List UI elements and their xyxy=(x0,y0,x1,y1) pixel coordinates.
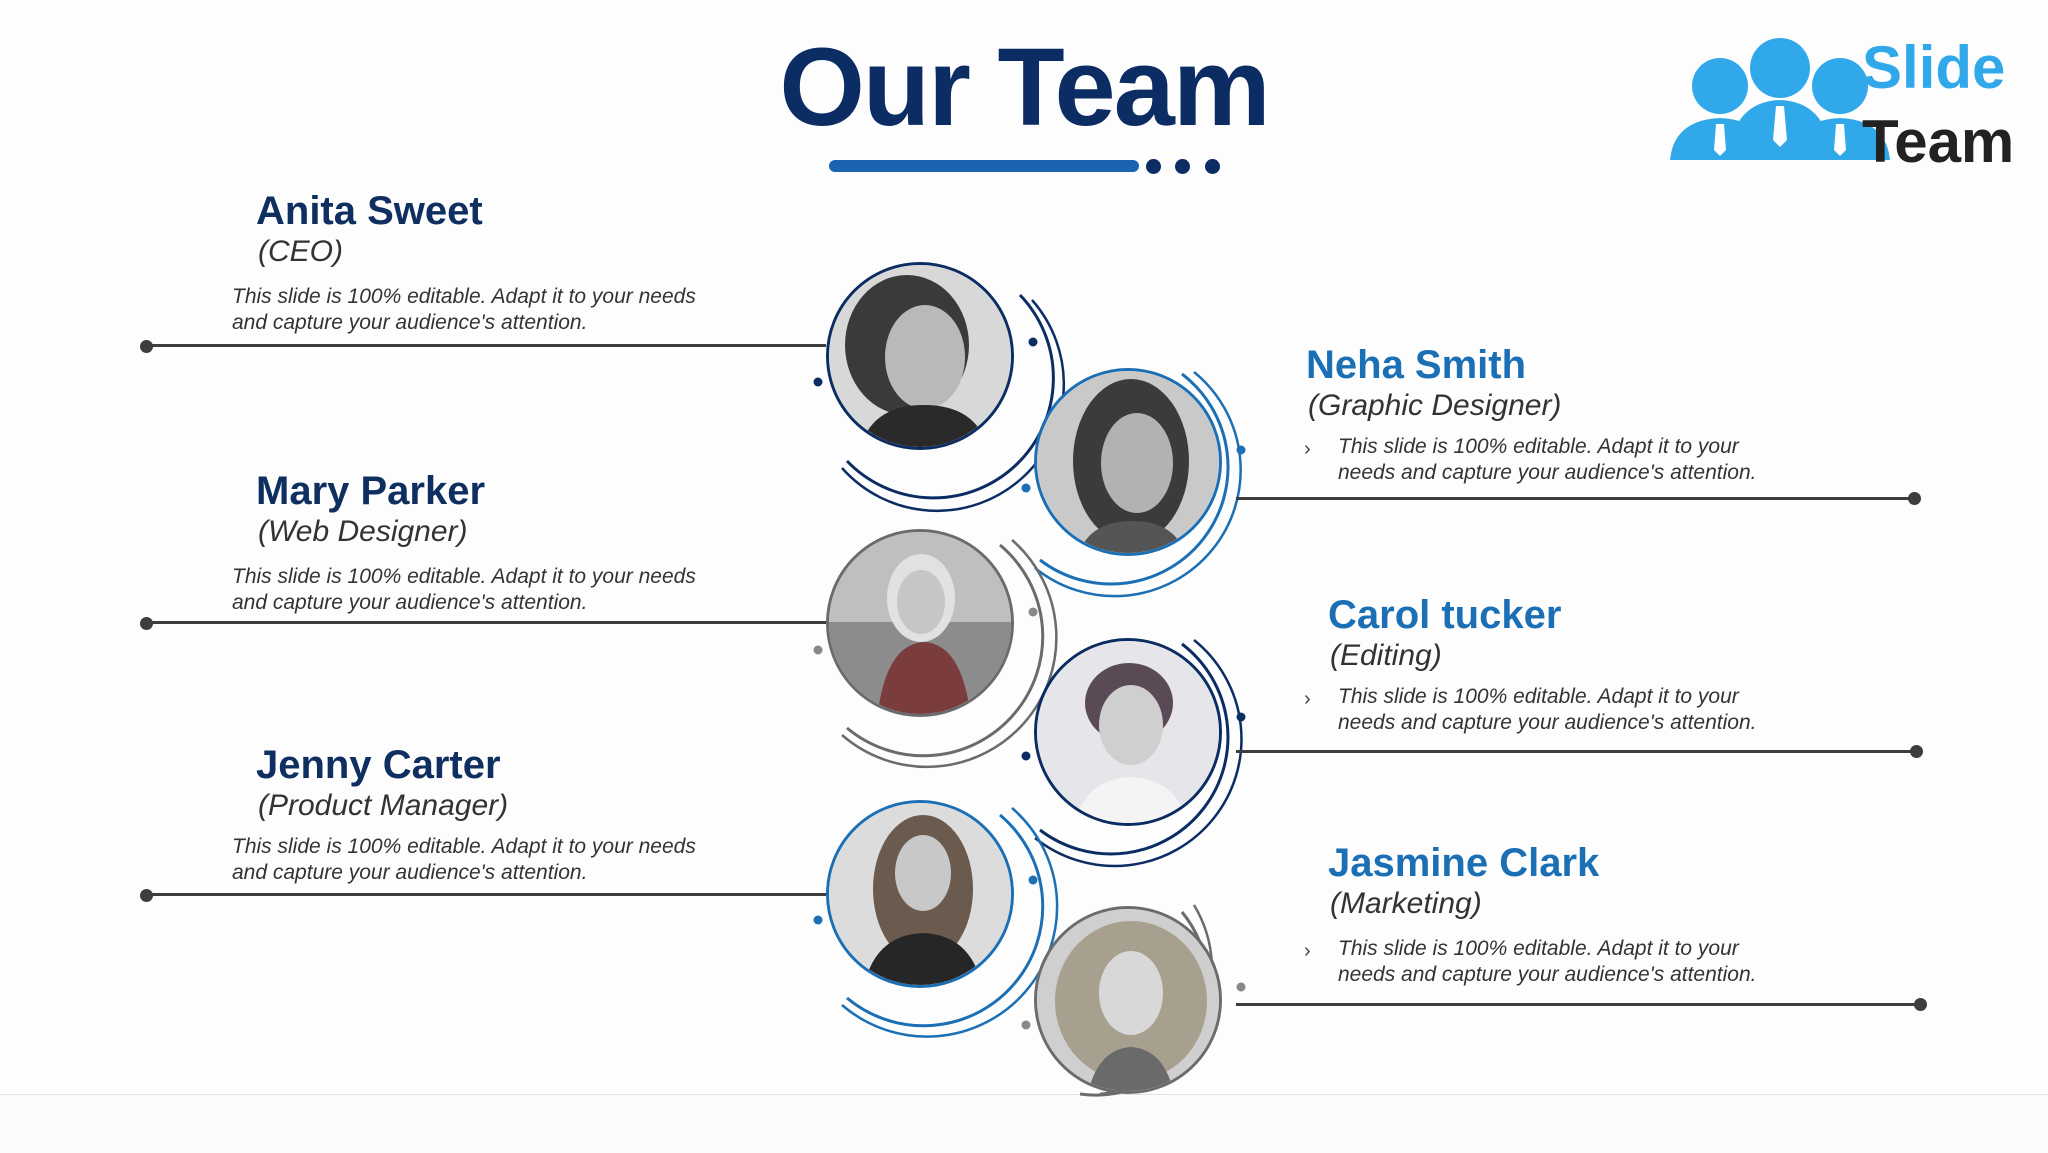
connector-line xyxy=(146,344,826,347)
member-description: This slide is 100% editable. Adapt it to your needs and capture your audience's attention. xyxy=(232,835,696,884)
connector-line xyxy=(1236,497,1912,500)
logo-text-team: Team xyxy=(1862,108,2015,175)
member-description: This slide is 100% editable. Adapt it to your needs and capture your audience's attention. xyxy=(1338,685,1757,734)
connector-dot xyxy=(1914,998,1927,1011)
connector-line xyxy=(1236,750,1916,753)
connector-line xyxy=(1236,1003,1920,1006)
member-role: (CEO) xyxy=(258,235,343,268)
woman-long-hair-photo xyxy=(826,800,1014,988)
member-description: This slide is 100% editable. Adapt it to your needs and capture your audience's attention. xyxy=(232,565,696,614)
bullet-chevron-icon: › xyxy=(1304,940,1311,962)
bullet-chevron-icon: › xyxy=(1304,688,1311,710)
connector-line xyxy=(146,621,826,624)
woman-short-hair-photo xyxy=(1034,638,1222,826)
connector-dot xyxy=(1910,745,1923,758)
member-role: (Graphic Designer) xyxy=(1308,389,1562,422)
page-title: Our Team xyxy=(779,26,1269,149)
woman-curly-hair-photo xyxy=(826,262,1014,450)
member-role: (Editing) xyxy=(1330,639,1442,672)
member-name: Jenny Carter xyxy=(256,743,501,787)
member-description: This slide is 100% editable. Adapt it to your needs and capture your audience's attention. xyxy=(232,285,696,334)
bullet-chevron-icon: › xyxy=(1304,438,1311,460)
member-name: Jasmine Clark xyxy=(1328,841,1600,885)
logo-text-slide: Slide xyxy=(1862,34,2006,101)
member-name: Anita Sweet xyxy=(256,189,483,233)
member-role: (Web Designer) xyxy=(258,515,468,548)
member-role: (Marketing) xyxy=(1330,887,1482,920)
member-name: Carol tucker xyxy=(1328,593,1562,637)
member-name: Neha Smith xyxy=(1306,343,1527,387)
woman-blonde-seated-photo xyxy=(826,529,1014,717)
member-description: This slide is 100% editable. Adapt it to your needs and capture your audience's attention. xyxy=(1338,937,1757,986)
member-description: This slide is 100% editable. Adapt it to your needs and capture your audience's attention. xyxy=(1338,435,1757,484)
connector-dot xyxy=(1908,492,1921,505)
woman-dark-hair-photo xyxy=(1034,368,1222,556)
woman-curly-blonde-photo xyxy=(1034,906,1222,1094)
connector-line xyxy=(146,893,826,896)
member-role: (Product Manager) xyxy=(258,789,509,822)
member-name: Mary Parker xyxy=(256,469,486,513)
